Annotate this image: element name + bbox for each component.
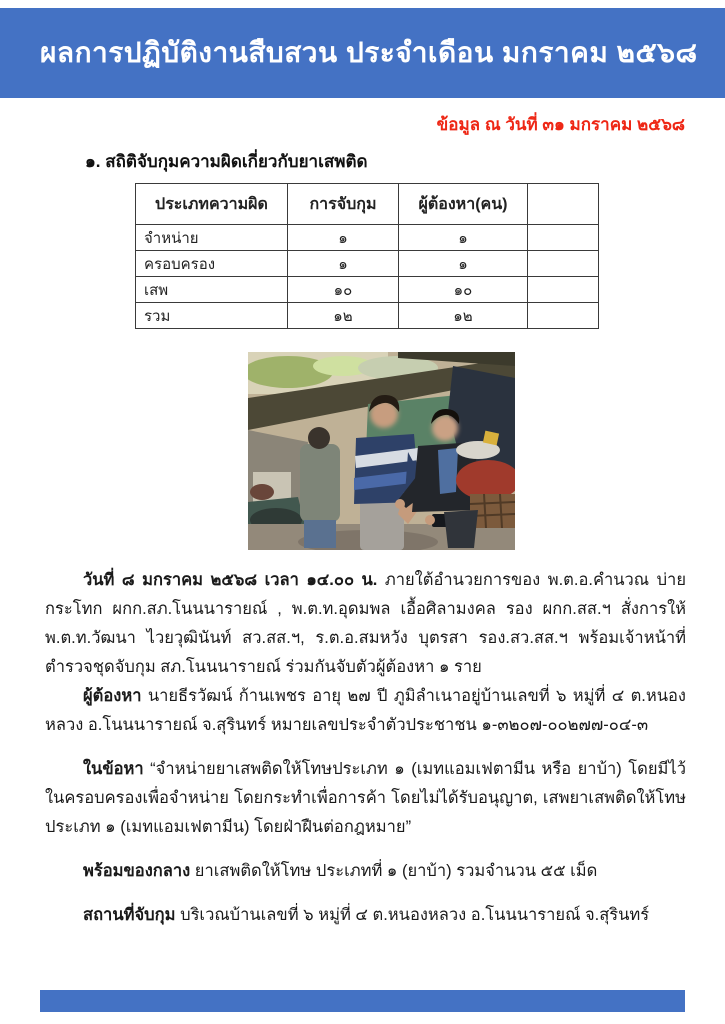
paragraph-lead: ผู้ต้องหา: [83, 687, 142, 705]
paragraph-charges: [45, 755, 686, 842]
paragraph-incident: [45, 566, 686, 682]
col-header-suspects: ผู้ต้องหา(คน): [399, 184, 528, 225]
paragraph-text: ภายใต้อำนวยการของ พ.ต.อ.คำนวณ บ่ายกระโทก ผกก.สภ.โนนนารายณ์ , พ.ต.ท.อุดมพล เอื้อศิลามงคล รอง ผกก.สส.ฯ สั่งการให้ พ.ต.ท.วัฒนา ไวยวุฒินันท์ สว.สส.ฯ, ร.ต.อ.สมหวัง บุตรสา รอง.สว.สส.ฯ พร้อมเจ้าหน้าที่ตำรวจชุดจับกุม สภ.โนนนารายณ์ ร่วมกันจับตัวผู้ต้องหา ๑ ราย: [45, 571, 686, 676]
paragraph-lead: พร้อมของกลาง: [83, 862, 191, 880]
paragraph-text: “จำหน่ายยาเสพติดให้โทษประเภท ๑ (เมทแอมเฟตามีน หรือ ยาบ้า) โดยมีไว้ในครอบครองเพื่อจำหน่าย โดยกระทำเพื่อการค้า โดยไม่ได้รับอนุญาต, เสพยาเสพติดให้โทษประเภท ๑ (เมทแอมเฟตามีน) โดยฝ่าฝืนต่อกฎหมาย”: [45, 760, 686, 836]
arrest-scene-illustration: [248, 352, 515, 550]
section-heading-drug-arrest-stats: ๑. สถิติจับกุมความผิดเกี่ยวกับยาเสพติด: [85, 152, 368, 171]
cell-suspects: ๑: [399, 251, 528, 277]
paragraph-text: บริเวณบ้านเลขที่ ๖ หมู่ที่ ๔ ต.หนองหลวง อ.โนนนารายณ์ จ.สุรินทร์: [180, 906, 650, 924]
paragraph-evidence: [45, 857, 686, 886]
cell-arrests: ๑: [288, 225, 399, 251]
drug-arrest-stats-table: [135, 183, 599, 329]
cell-offense-type: จำหน่าย: [136, 225, 288, 251]
paragraph-text: นายธีรวัฒน์ ก้านเพชร อายุ ๒๗ ปี ภูมิลำเนาอยู่บ้านเลขที่ ๖ หมู่ที่ ๔ ต.หนองหลวง อ.โนนนารายณ์ จ.สุรินทร์ หมายเลขประจำตัวประชาชน ๑-๓๒๐๗-๐๐๒๗๗-๐๔-๓: [45, 687, 686, 734]
cell-suspects: ๑๒: [399, 303, 528, 329]
paragraph-arrest-location: [45, 901, 686, 930]
cell-offense-type: เสพ: [136, 277, 288, 303]
cell-empty: [528, 277, 599, 303]
paragraph-suspect: [45, 682, 686, 740]
cell-offense-type: รวม: [136, 303, 288, 329]
table-row: [136, 225, 599, 251]
cell-arrests: ๑: [288, 251, 399, 277]
paragraph-text: ยาเสพติดให้โทษ ประเภทที่ ๑ (ยาบ้า) รวมจำนวน ๕๕ เม็ด: [194, 862, 598, 880]
col-header-arrests: การจับกุม: [288, 184, 399, 225]
cell-empty: [528, 251, 599, 277]
data-as-of-date: ข้อมูล ณ วันที่ ๓๑ มกราคม ๒๕๖๘: [436, 115, 685, 134]
cell-arrests: ๑๐: [288, 277, 399, 303]
paragraph-lead: สถานที่จับกุม: [83, 906, 176, 924]
table-row: [136, 251, 599, 277]
table-header-row: [136, 184, 599, 225]
report-body: [45, 566, 686, 930]
cell-empty: [528, 225, 599, 251]
col-header-offense-type: ประเภทความผิด: [136, 184, 288, 225]
cell-offense-type: ครอบครอง: [136, 251, 288, 277]
footer-accent-bar: [40, 990, 685, 1012]
table-row: [136, 277, 599, 303]
cell-arrests: ๑๒: [288, 303, 399, 329]
page-title: ผลการปฏิบัติงานสืบสวน ประจำเดือน มกราคม ๒๕๖๘: [40, 37, 698, 68]
arrest-scene-photo: [248, 352, 515, 550]
paragraph-lead: ในข้อหา: [83, 760, 144, 778]
cell-suspects: ๑: [399, 225, 528, 251]
col-header-empty: [528, 184, 599, 225]
table-row: [136, 303, 599, 329]
paragraph-lead: วันที่ ๘ มกราคม ๒๕๖๘ เวลา ๑๔.๐๐ น.: [83, 571, 378, 589]
report-title-banner: [0, 8, 725, 98]
cell-suspects: ๑๐: [399, 277, 528, 303]
cell-empty: [528, 303, 599, 329]
